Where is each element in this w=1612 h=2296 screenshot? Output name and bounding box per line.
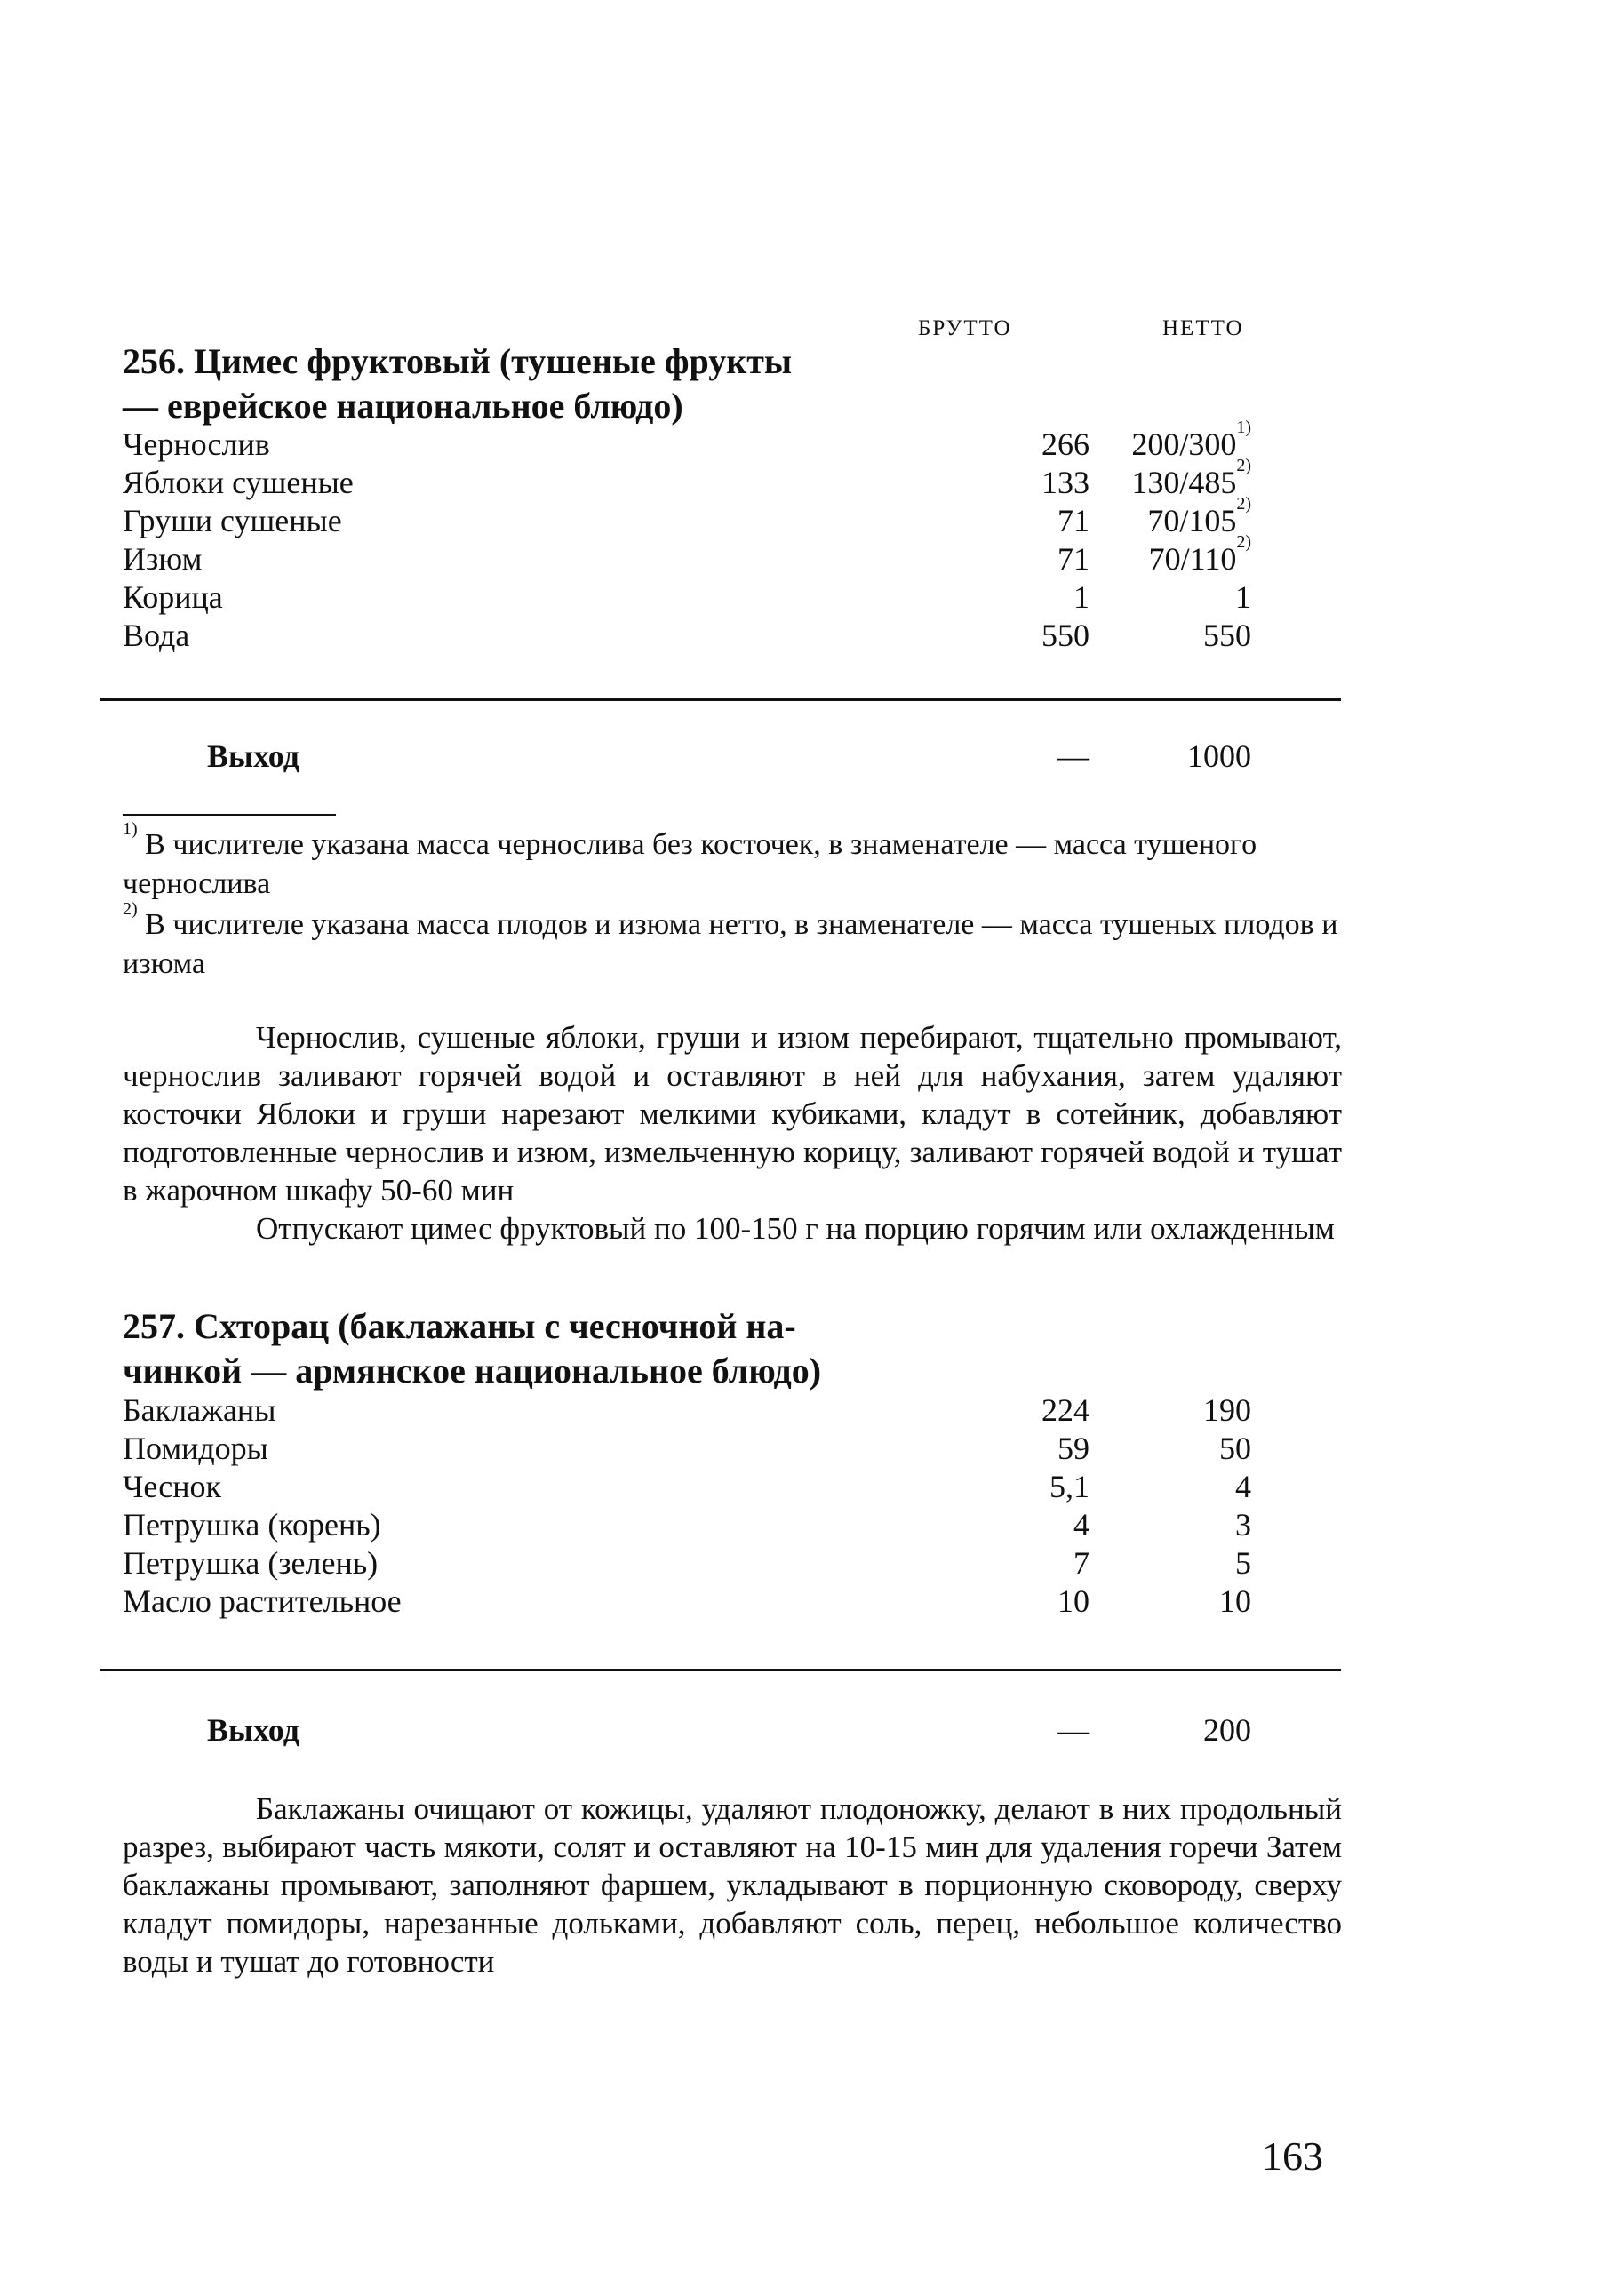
column-header-brutto: БРУТТО: [918, 316, 1012, 340]
footnote-ref: 2): [1236, 532, 1251, 552]
netto-value: 1: [1235, 579, 1251, 615]
netto-value: 3: [1235, 1507, 1251, 1543]
footnote-1-mark: 1): [123, 818, 138, 839]
netto-value: 70/110$^{2)}$: [1148, 532, 1251, 577]
ingredient-row: [123, 1506, 1251, 1544]
yield-brutto: —: [1057, 1712, 1089, 1748]
brutto-value: 71: [1057, 541, 1089, 577]
netto-value: 4: [1235, 1469, 1251, 1504]
ingredient-row: [123, 456, 1251, 502]
footnote-1-text: В числителе указана масса чернослива без косточек, в знаменателе — масса тушеного чернослива: [123, 828, 1257, 900]
netto-value: 550: [1203, 618, 1251, 653]
netto-value: 200/300$^{1)}$: [1131, 418, 1251, 462]
ingredient-row: [123, 1430, 1251, 1468]
brutto-value: 224: [1041, 1392, 1089, 1428]
footnote-2-text: В числителе указана масса плодов и изюма нетто, в знаменателе — масса тушеных плодов и изюма: [123, 908, 1338, 980]
recipe-256-title-line1: 256. Цимес фруктовый (тушеные фрукты: [123, 341, 793, 381]
footnote-ref: 1): [1236, 418, 1251, 437]
ingredient-name: Масло растительное: [123, 1583, 402, 1619]
ingredient-row: [123, 578, 1251, 617]
ingredient-name: Чеснок: [123, 1469, 222, 1504]
ingredient-name: Яблоки сушеные: [123, 465, 354, 500]
brutto-value: 4: [1073, 1507, 1089, 1543]
recipe-256-method: Чернослив, сушеные яблоки, груши и изюм перебирают, тщательно промывают, чернослив заливают горячей водой и оставляют в ней для набухания, затем удаляют косточки Яблоки и груши нарезают мелкими кубиками, кладут в сотейник, добавляют подготовленные чернослив и изюм, измельченную корицу, заливают горячей водой и тушат в жарочном шкафу 50-60 мин: [123, 1020, 1342, 1208]
yield-netto: 200: [1203, 1712, 1251, 1748]
yield-row: [123, 736, 1251, 777]
brutto-value: 71: [1057, 503, 1089, 538]
yield-label: Выход: [207, 1712, 299, 1748]
footnote-ref: 2): [1236, 456, 1251, 475]
ingredient-row: [123, 1391, 1251, 1430]
netto-value: 5: [1235, 1545, 1251, 1581]
ingredient-name: Груши сушеные: [123, 503, 342, 538]
netto-value: 10: [1219, 1583, 1251, 1619]
netto-value: 50: [1219, 1431, 1251, 1466]
brutto-value: 59: [1057, 1431, 1089, 1466]
ingredient-name: Вода: [123, 618, 190, 653]
brutto-value: 266: [1041, 427, 1089, 462]
ingredient-name: Петрушка (зелень): [123, 1545, 379, 1581]
recipe-256-serving: Отпускают цимес фруктовый по 100-150 г на порцию горячим или охлажденным: [256, 1211, 1335, 1246]
ingredient-name: Корица: [123, 579, 223, 615]
page-number: 163: [1262, 2133, 1323, 2179]
recipe-257-method: Баклажаны очищают от кожицы, удаляют плодоножку, делают в них продольный разрез, выбирают часть мякоти, солят и оставляют на 10-15 мин для удаления горечи Затем баклажаны промывают, заполняют фаршем, укладывают в порционную сковороду, сверху кладут помидоры, нарезанные дольками, добавляют соль, перец, небольшое количество воды и тушат до готовности: [123, 1791, 1342, 1979]
ingredient-row: [123, 418, 1251, 464]
ingredient-row: [123, 1468, 1251, 1506]
brutto-value: 10: [1057, 1583, 1089, 1619]
footnote-1: [123, 818, 1342, 904]
yield-brutto: —: [1057, 738, 1089, 774]
ingredient-name: Баклажаны: [123, 1392, 276, 1428]
ingredient-row: [123, 494, 1251, 540]
netto-value: 130/485$^{2)}$: [1131, 456, 1251, 500]
brutto-value: 7: [1073, 1545, 1089, 1581]
brutto-value: 1: [1073, 579, 1089, 615]
netto-value: 70/105$^{2)}$: [1147, 494, 1251, 538]
table-divider: [100, 698, 1341, 701]
footnote-ref: 2): [1236, 494, 1251, 514]
ingredient-name: Петрушка (корень): [123, 1507, 381, 1543]
yield-row: [123, 1710, 1251, 1750]
brutto-value: 5,1: [1049, 1469, 1089, 1504]
recipe-256-title: [123, 339, 887, 428]
recipe-257-title-line2: чинкой — армянское национальное блюдо): [123, 1351, 822, 1391]
ingredient-row: [123, 532, 1251, 578]
ingredient-row: [123, 1544, 1251, 1582]
yield-netto: 1000: [1187, 738, 1251, 774]
footnote-2-mark: 2): [123, 898, 138, 919]
column-header-netto: НЕТТО: [1162, 316, 1244, 340]
ingredient-name: Чернослив: [123, 427, 270, 462]
recipe-257-title-line1: 257. Схторац (баклажаны с чесночной на-: [123, 1306, 796, 1346]
recipe-256-title-line2: — еврейское национальное блюдо): [123, 386, 683, 426]
ingredient-name: Помидоры: [123, 1431, 268, 1466]
netto-value: 190: [1203, 1392, 1251, 1428]
ingredient-row: [123, 1582, 1251, 1621]
footnote-separator: [123, 814, 336, 816]
recipe-257-title: [123, 1304, 887, 1393]
ingredient-name: Изюм: [123, 541, 203, 577]
brutto-value: 133: [1041, 465, 1089, 500]
footnote-2: [123, 898, 1342, 984]
ingredient-row: [123, 617, 1251, 655]
table-divider: [100, 1669, 1341, 1671]
brutto-value: 550: [1041, 618, 1089, 653]
yield-label: Выход: [207, 738, 299, 774]
